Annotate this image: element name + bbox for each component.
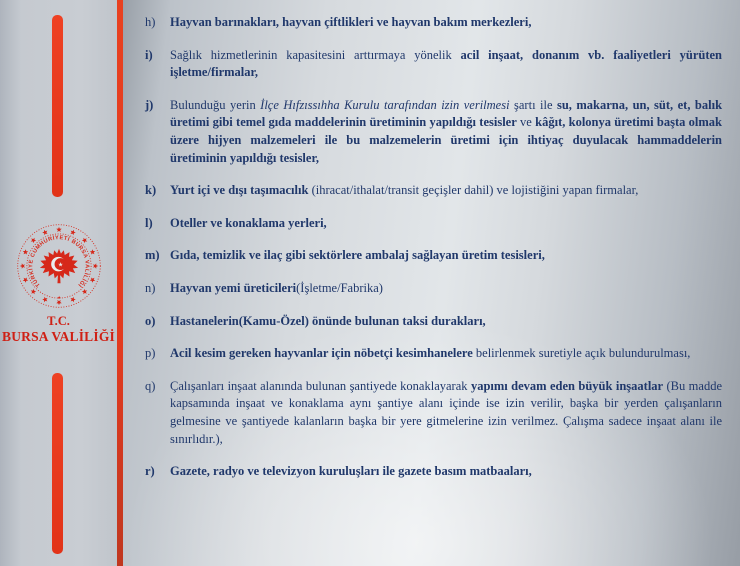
item-text: Sağlık hizmetlerinin kapasitesini arttırmaya yönelik acil inşaat, donanım vb. faaliyetleri yürüten işletme/firmalar, (170, 47, 722, 80)
list-item (145, 280, 722, 298)
list-item (145, 182, 722, 200)
list-item (145, 463, 722, 481)
item-text: Gazete, radyo ve televizyon kuruluşları ile gazete basım matbaaları, (170, 464, 532, 479)
emblem-bottom-star-icon: ★ (57, 294, 61, 300)
organization-title (0, 314, 117, 345)
list-item (145, 215, 722, 233)
item-text: Oteller ve konaklama yerleri, (170, 215, 327, 230)
content-area (123, 0, 740, 566)
restrictions-list (145, 14, 722, 481)
item-marker: o) (145, 313, 156, 328)
item-text: Acil kesim gereken hayvanlar için nöbetçi kesimhanelere belirlenmek suretiyle açık bulundurulması, (170, 346, 691, 361)
leaf-crescent-icon (40, 249, 78, 283)
list-item (145, 378, 722, 448)
org-prefix: T.C. (47, 314, 70, 328)
list-item (145, 47, 722, 82)
item-text: Hayvan yemi üreticileri(İşletme/Fabrika) (170, 280, 383, 295)
item-marker: m) (145, 248, 160, 263)
item-text: Bulunduğu yerin İlçe Hıfzıssıhha Kurulu tarafından izin verilmesi şartı ile su, makarna, un, süt, et, balık üretimi gibi temel gıda maddelerinin üretiminin yapıldığı tesisler ve kâğıt, kolonya üretimi başta olmak üzere hijyen malzemeleri ile bu malzemelerin üretimi için ihtiyaç duyulacak hammaddelerin üretiminin yapıldığı tesisler, (170, 97, 723, 165)
item-marker: j) (145, 97, 154, 112)
emblem-ring-text: TÜRKİYE CUMHURİYETİ BURSA VALİLİĞİ (28, 235, 90, 288)
item-marker: i) (145, 47, 153, 62)
list-item (145, 313, 722, 331)
sidebar (0, 0, 117, 566)
item-marker: k) (145, 183, 157, 198)
crescent-star-icon: ★ (57, 262, 64, 269)
item-marker: n) (145, 280, 156, 295)
item-marker: r) (145, 464, 155, 479)
org-name: BURSA VALİLİĞİ (2, 329, 115, 344)
item-marker: l) (145, 215, 153, 230)
item-marker: p) (145, 346, 156, 361)
emblem-seal-icon (16, 223, 102, 309)
item-marker: q) (145, 378, 156, 393)
item-text: Hastanelerin(Kamu-Özel) önünde bulunan taksi durakları, (170, 313, 486, 328)
item-text: Gıda, temizlik ve ilaç gibi sektörlere ambalaj sağlayan üretim tesisleri, (170, 248, 545, 263)
item-text: Yurt içi ve dışı taşımacılık (ihracat/ithalat/transit geçişler dahil) ve lojistiğini yapan firmalar, (170, 183, 639, 198)
list-item (145, 97, 722, 167)
decorative-bar-top (52, 15, 63, 197)
list-item (145, 345, 722, 363)
decorative-bar-bottom (52, 373, 63, 554)
list-item (145, 247, 722, 265)
item-text: Çalışanları inşaat alanında bulunan şantiyede konaklayarak yapımı devam eden büyük inşaatlar (Bu madde kapsamında inşaat ve konaklama aynı şantiye alanı içinde ise izin verilir, başka bir yerden çalışanların gelmesine ve şantiyede kalanların başka bir yere gitmelerine izin verilmez. Çalışma sadece inşaat alanı ile sınırlıdır.), (170, 378, 722, 446)
list-item (145, 14, 722, 32)
bursa-governorship-emblem (16, 223, 102, 309)
item-text: Hayvan barınakları, hayvan çiftlikleri ve hayvan bakım merkezleri, (170, 15, 532, 29)
item-marker: h) (145, 15, 156, 29)
